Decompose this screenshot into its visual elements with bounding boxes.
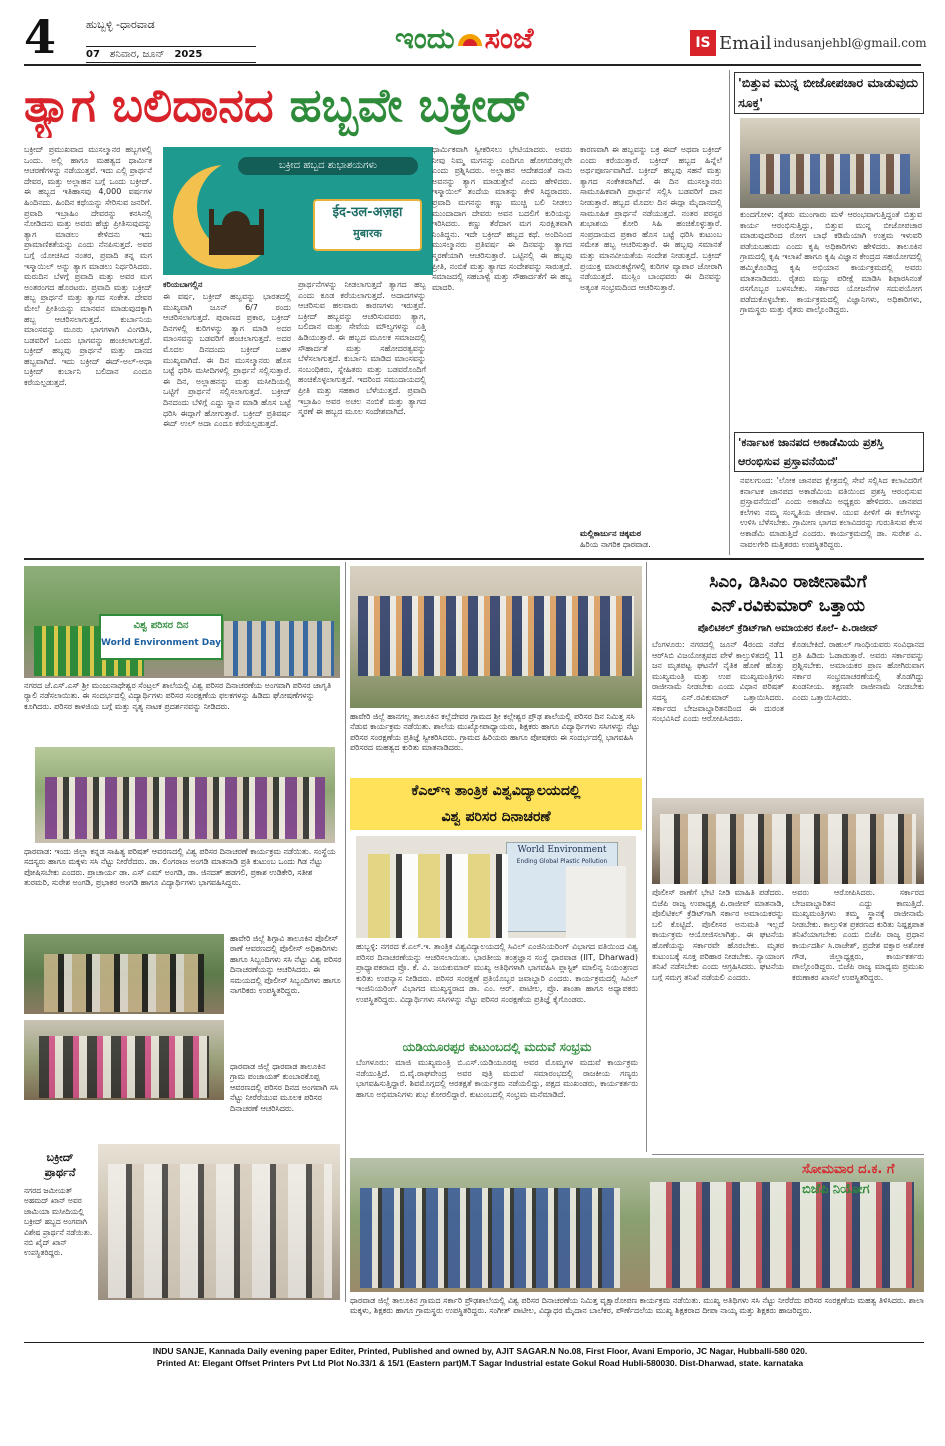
cm-meeting-photo [652,798,924,884]
newspaper-logo [395,22,534,54]
cm-headline-line1: ಸಿಎಂ, ಡಿಸಿಎಂ ರಾಜೀನಾಮೆಗೆ [709,572,867,592]
school-planting-photo [350,566,642,708]
side-text-1: ಕುಂದಗೋಳ: ರೈತರು ಮುಂಗಾರು ಮಳೆ ಆರಂಭವಾಗುತ್ತಿದ್ದಂತೆ ಬಿತ್ತುವ ಕಾರ್ಯ ಆರಂಭಿಸುತ್ತಿದ್ದು, ಬಿತ್ತುವ ಮುನ್ನ ಬೀಜೋಪಚಾರ ಮಾಡುವುದರಿಂದ ರೋಗ ಬಾಧೆ ಕಡಿಮೆಯಾಗಿ ಉತ್ತಮ ಇಳುವರಿ ಪಡೆಯಬಹುದು ಎಂದು ಕೃಷಿ ಅಧಿಕಾರಿಗಳು ಹೇಳಿದರು. ತಾಲೂಕಿನ ಗ್ರಾಮದಲ್ಲಿ ಕೃಷಿ ಇಲಾಖೆ ಹಾಗೂ ಕೃಷಿ ವಿಜ್ಞಾನ ಕೇಂದ್ರದ ಸಹಯೋಗದಲ್ಲಿ ಹಮ್ಮಿಕೊಂಡಿದ್ದ ಕೃಷಿ ಅಭಿಯಾನ ಕಾರ್ಯಕ್ರಮದಲ್ಲಿ ಅವರು ಮಾತನಾಡಿದರು. ರೈತರು ಮಣ್ಣು ಪರೀಕ್ಷೆ ಮಾಡಿಸಿ ಶಿಫಾರಸಿನಂತೆ ರಸಗೊಬ್ಬರ ಬಳಸಬೇಕು. ಸರ್ಕಾರದ ಯೋಜನೆಗಳ ಸದುಪಯೋಗ ಪಡೆದುಕೊಳ್ಳಬೇಕು. ಕಾರ್ಯಕ್ರಮದಲ್ಲಿ ವಿಜ್ಞಾನಿಗಳು, ಅಧಿಕಾರಿಗಳು, ಗ್ರಾಮಸ್ಥರು ಮತ್ತು ರೈತರು ಪಾಲ್ಗೊಂಡಿದ್ದರು. [740,210,922,315]
email-block [690,30,927,56]
lead-headline-green: ಹಬ್ಬವೇ ಬಕ್ರೀದ್ [289,78,531,132]
farmers-meeting-photo [740,118,920,208]
logo-right-text: ಸಂಜೆ [484,21,534,55]
imprint-line-2: Printed At: Elegant Offset Printers Pvt Ltd Plot No.33/1 & 15/1 (Eastern part)M.T Sagar Industrial estate Gokul Road Hubli-580030. Dist-Dharwad, state. karnataka [156,1358,804,1368]
lead-column-2-subhead: ಕರಿಯಬಾಗಲ್ಲಿನ [163,280,203,289]
greeting-top-text: ಬಕ್ರೀದ ಹಬ್ಬದ ಶುಭಾಶಯಗಳು [238,157,418,175]
banner-kannada: ವಿಶ್ವ ಪರಿಸರ ದಿನ [133,620,189,631]
bakrid-greeting-image [163,147,433,275]
lead-column-5: ಕಾರಣವಾಗಿ ಈ ಹಬ್ಬವನ್ನು ಬಕ್ರ ಈದ್ ಅಥವಾ ಬಕ್ರೀದ್ ಎಂದು ಕರೆಯುತ್ತಾರೆ. ಬಕ್ರೀದ್ ಹಬ್ಬದ ಹಿನ್ನೆಲೆ ಅರ್ಥಪೂರ್ಣವಾಗಿದೆ. ಬಕ್ರೀದ್ ಹಬ್ಬವು ಸಹನೆ ಮತ್ತು ತ್ಯಾಗದ ಸಂಕೇತವಾಗಿದೆ. ಈ ದಿನ ಮುಸಲ್ಮಾನರು ಸಾಮೂಹಿಕವಾಗಿ ಪ್ರಾರ್ಥನೆ ಸಲ್ಲಿಸಿ ಬಡವರಿಗೆ ದಾನ ನೀಡುತ್ತಾರೆ. ಹಬ್ಬದ ಮೊದಲ ದಿನ ಈದ್ಗಾ ಮೈದಾನದಲ್ಲಿ ಸಾಮೂಹಿಕ ಪ್ರಾರ್ಥನೆ ನಡೆಯುತ್ತದೆ. ನಂತರ ಪರಸ್ಪರ ಶುಭಾಶಯ ಕೋರಿ ಸಿಹಿ ಹಂಚಿಕೊಳ್ಳುತ್ತಾರೆ. ಸಂಪ್ರದಾಯದ ಪ್ರಕಾರ ಹೊಸ ಬಟ್ಟೆ ಧರಿಸಿ ಕುಟುಂಬ ಸಮೇತ ಹಬ್ಬ ಆಚರಿಸುತ್ತಾರೆ. ಈ ಹಬ್ಬವು ಸಮಾನತೆ ಮತ್ತು ಮಾನವೀಯತೆಯ ಸಂದೇಶ ನೀಡುತ್ತದೆ. ಬಕ್ರೀದ್ ಪ್ರಯುಕ್ತ ಮಾರುಕಟ್ಟೆಗಳಲ್ಲಿ ಕುರಿಗಳ ವ್ಯಾಪಾರ ಜೋರಾಗಿ ನಡೆಯುತ್ತದೆ. ಮುಸ್ಲಿಂ ಬಾಂಧವರು ಈ ದಿನವನ್ನು ಅತ್ಯಂತ ಸಂಭ್ರಮದಿಂದ ಆಚರಿಸುತ್ತಾರೆ. [580,145,722,292]
lead-column-4: ಧಾರ್ಮಿಕವಾಗಿ ಸ್ವೀಕರಿಸಲು ಭೇಟಿಯಾದರು. ಅವರು ನೀವು ನಿಮ್ಮ ಮಗನನ್ನು ಎಂದಿಗೂ ಹೋಗಬಿಡಲ್ಲವೇ ಎಂದು ಪ್ರಶ್ನಿಸಿದರು. ಅಲ್ಲಾಹನ ಆದೇಶದಂತೆ ನಾನು ಅವನನ್ನು ತ್ಯಾಗ ಮಾಡುತ್ತೇನೆ ಎಂದು ಹೇಳಿದರು. ಇಸ್ಮಾಯಿಲ್ ತಂದೆಯ ಮಾತನ್ನು ಕೇಳಿ ಸಿದ್ಧರಾದರು. ಪ್ರವಾದಿ ಮಗನನ್ನು ಕಣ್ಣು ಮುಚ್ಚಿ ಬಲಿ ನೀಡಲು ಮುಂದಾದಾಗ ದೇವರು ಅವನ ಬದಲಿಗೆ ಕುರಿಯನ್ನು ಇರಿಸಿದರು. ಕಣ್ಣು ತೆರೆದಾಗ ಮಗ ಸುರಕ್ಷಿತವಾಗಿ ನಿಂತಿದ್ದನು. ಇದೇ ಬಕ್ರೀದ್ ಹಬ್ಬದ ಕಥೆ. ಅಂದಿನಿಂದ ಮುಸಲ್ಮಾನರು ಪ್ರತಿವರ್ಷ ಈ ದಿನವನ್ನು ತ್ಯಾಗದ ಸ್ಮರಣೆಯಾಗಿ ಆಚರಿಸುತ್ತಾರೆ. ಒಟ್ಟಿನಲ್ಲಿ ಈ ಹಬ್ಬವು ಪ್ರೀತಿ, ನಂಬಿಕೆ ಮತ್ತು ತ್ಯಾಗದ ಸಂದೇಶವನ್ನು ಸಾರುತ್ತದೆ. ಸಮಾಜದಲ್ಲಿ ಸಹಬಾಳ್ವೆ ಮತ್ತು ಸೌಹಾರ್ದತೆಗೆ ಈ ಹಬ್ಬ ಮಾದರಿ. [432,145,572,292]
yeddy-text: ಬೆಂಗಳೂರು: ಮಾಜಿ ಮುಖ್ಯಮಂತ್ರಿ ಬಿ.ಎಸ್.ಯಡಿಯೂರಪ್ಪ ಅವರ ಮೊಮ್ಮಗಳ ಮದುವೆ ಕಾರ್ಯಕ್ರಮ ನಡೆಯುತ್ತಿದೆ. ಬಿ.ವೈ.ರಾಘವೇಂದ್ರ ಅವರ ಪುತ್ರಿ ಮದುವೆ ಸಮಾರಂಭದಲ್ಲಿ ರಾಜಕೀಯ ಗಣ್ಯರು ಭಾಗವಹಿಸುತ್ತಿದ್ದಾರೆ. ಶಿವಮೊಗ್ಗದಲ್ಲಿ ಆರತಕ್ಷತೆ ಕಾರ್ಯಕ್ರಮ ನಡೆಯಲಿದ್ದು, ಪಕ್ಷದ ಮುಖಂಡರು, ಕಾರ್ಯಕರ್ತರು ಹಾಗೂ ಅಭಿಮಾನಿಗಳು ಶುಭ ಕೋರಲಿದ್ದಾರೆ. ಕುಟುಂಬದಲ್ಲಿ ಸಂಭ್ರಮ ಮನೆಮಾಡಿದೆ. [356,1058,638,1099]
greeting-hindi-line2: मुबारक [353,227,382,240]
police-planting-photo [24,934,224,1014]
env2-caption: ಧಾರವಾಡ: ಇಂದು ಜಿಲ್ಲಾ ಕನ್ನಡ ಸಾಹಿತ್ಯ ಪರಿಷತ್ ಆವರಣದಲ್ಲಿ ವಿಶ್ವ ಪರಿಸರ ದಿನಾಚರಣೆ ಕಾರ್ಯಕ್ರಮ ನಡೆಯಿತು. ಸಂಸ್ಥೆಯ ಸದಸ್ಯರು ಹಾಗೂ ಮಕ್ಕಳು ಸಸಿ ನೆಟ್ಟು ನೀರೆರೆದರು. ಡಾ. ಲಿಂಗರಾಜ ಅಂಗಡಿ ಮಾತನಾಡಿ ಪ್ರತಿ ಕುಟುಂಬ ಒಂದು ಗಿಡ ನೆಟ್ಟು ಪೋಷಿಸಬೇಕು ಎಂದರು. ಪ್ರಾಚಾರ್ಯ ಡಾ. ಎಸ್ ಎಮ್ ಅಂಗಡಿ, ಡಾ. ಜಿನದತ್ ಹಡಗಲಿ, ಪ್ರಕಾಶ ಉಡಿಕೇರಿ, ಸತೀಶ ತುರಮರಿ, ಸುರೇಶ ಅಂಗಡಿ, ಪ್ರಭಾಕರ ಅಂಗಡಿ ಹಾಗೂ ವಿದ್ಯಾರ್ಥಿಗಳು ಭಾಗವಹಿಸಿದ್ದರು. [24,847,336,888]
environment-day-rally-photo [24,566,340,678]
email-label: Email [719,32,772,54]
date-day: 07 [86,49,100,60]
yeddy-headline: ಯಡಿಯೂರಪ್ಪರ ಕುಟುಂಬದಲ್ಲಿ ಮದುವೆ ಸಂಭ್ರಮ [402,1040,592,1054]
date-year: 2025 [174,49,203,60]
right-section-divider [652,1154,924,1155]
is-logo-icon: IS [690,30,716,56]
lead-column-2: ಈ ವರ್ಷ, ಬಕ್ರೀದ್ ಹಬ್ಬವನ್ನು ಭಾರತದಲ್ಲಿ ಮುಖ್ಯವಾಗಿ ಜೂನ್ 6/7 ರಂದು ಆಚರಿಸಲಾಗುತ್ತದೆ. ಪುರಾಣದ ಪ್ರಕಾರ, ಬಕ್ರೀದ್ ದಿನಗಳಲ್ಲಿ ಕುರಿಗಳನ್ನು ತ್ಯಾಗ ಮಾಡಿ ಅದರ ಮಾಂಸವನ್ನು ಬಡವರಿಗೆ ಹಂಚಲಾಗುತ್ತದೆ. ಅದರ ಮೊದಲ ದಿನದಂದು ಬಕ್ರೀದ್ ಬಹಳ ಮುಖ್ಯವಾಗಿದೆ. ಈ ದಿನ ಮುಸಲ್ಮಾನರು ಹೊಸ ಬಟ್ಟೆ ಧರಿಸಿ ಮಸೀದಿಗಳಲ್ಲಿ ಪ್ರಾರ್ಥನೆ ಸಲ್ಲಿಸುತ್ತಾರೆ. ಈ ದಿನ, ಅಲ್ಲಾಹನನ್ನು ಮತ್ತು ಮಸೀದಿಯಲ್ಲಿ ಒಟ್ಟಿಗೆ ಪ್ರಾರ್ಥನೆ ಸಲ್ಲಿಸಲಾಗುತ್ತದೆ. ಬಕ್ರೀದ್ ದಿನದಂದು ಬೆಳಿಗ್ಗೆ ಎದ್ದು ಸ್ನಾನ ಮಾಡಿ ಹೊಸ ಬಟ್ಟೆ ಧರಿಸಿ ಈದ್ಗಾಗೆ ಹೋಗುತ್ತಾರೆ. ಬಕ್ರೀದ್ ಪ್ರತಿವರ್ಷ ಈದ್ ಉಲ್ ಅದಾ ಎಂದೂ ಕರೆಯಲ್ಪಡುತ್ತದೆ. [163,292,291,429]
imprint-line-1: INDU SANJE, Kannada Daily evening paper Editer, Printed, Published and owned by, AJIT SAGAR.N No.08, First Floor, Avani Emporio, JC Nagar, Hubballi-580 020. [152,1346,808,1356]
side-headline-1: 'ಬಿತ್ತುವ ಮುನ್ನ ಬೀಜೋಪಚಾರ ಮಾಡುವುದು ಸೂಕ್ತ' [734,72,924,114]
footer-divider [24,1342,924,1343]
lead-column-1: ಬಕ್ರೀದ್ ಪ್ರಮುಖವಾದ ಮುಸಲ್ಮಾನರ ಹಬ್ಬಗಳಲ್ಲಿ ಒಂದು. ಅಲ್ಲಿ ಹಾಗೂ ಮಹತ್ವದ ಧಾರ್ಮಿಕ ಆಚರಣೆಗಳನ್ನು ನಡೆಯುತ್ತವೆ. ಇದು ಎಲ್ಲಿ ಪ್ರಾರ್ಥನೆ ದೇವರ, ಮತ್ತು ಅಲ್ಲಾಹನ ಬಗ್ಗೆ ಒಂದು ಬಕ್ರೀದ್. ಈ ಹಬ್ಬದ ಇತಿಹಾಸವು 4,000 ವರ್ಷಗಳ ಹಿಂದಿನದು. ಹಿಂದಿನ ಕಥೆಯನ್ನು ಸೇರಿಸುವ ಜನರಿಗೆ. ಪ್ರವಾದಿ ಇಬ್ರಾಹಿಂ ದೇವರನ್ನು ಕನಸಿನಲ್ಲಿ ನೋಡಿದನು ಮತ್ತು ಅವರು ಹೆಚ್ಚು ಪ್ರೀತಿಸುವುದನ್ನು ತ್ಯಾಗ ಮಾಡಲು ಕೇಳಿದನು ಇದು ಪ್ರಾಮಾಣಿಕತೆಯನ್ನು ಎಂದು ನೆನಪಿಸುತ್ತದೆ. ಅವರ ಬಗ್ಗೆ ಯೋಚಿಸಿದ ನಂತರ, ಪ್ರವಾದಿ ತನ್ನ ಮಗ ಇಸ್ಮಾಯಿಲ್ ಅನ್ನು ತ್ಯಾಗ ಮಾಡಲು ನಿರ್ಧರಿಸಿದರು. ಮರುದಿನ ಬೆಳಗ್ಗೆ ಪ್ರವಾದಿ ಮತ್ತು ಅವರ ಮಗ ಅಂತರಂಗದ ಹೊರಟರು. ಪ್ರವಾದಿ ಮತ್ತು ಬಕ್ರೀದ್ ಹಬ್ಬ ಪ್ರಾರ್ಥನೆ ಮತ್ತು ತ್ಯಾಗದ ಸಂಕೇತ. ದೇವರ ಮೇಲೆ ಪ್ರೀತಿಯನ್ನು ಮಾನವನ ಮಾಡುವುದಕ್ಕಾಗಿ ಹಬ್ಬ ಆಚರಿಸಲಾಗುತ್ತದೆ. ಕುರ್ಬಾನಿಯ ಮಾಂಸವನ್ನು ಮೂರು ಭಾಗಗಳಾಗಿ ವಿಂಗಡಿಸಿ, ಬಡವರಿಗೆ ಒಂದು ಭಾಗವನ್ನು ಹಂಚಲಾಗುತ್ತದೆ. ಬಕ್ರೀದ್ ಹಬ್ಬವು ಪ್ರಾರ್ಥನೆ ಮತ್ತು ದಾನದ ಹಬ್ಬವಾಗಿದೆ. ಇದು ಬಕ್ರೀದ್ ಈದ್-ಅಲ್-ಅಧಾ ಬಕ್ರೀದ್ ಕುರ್ಬಾನಿ ಬಲಿದಾನ ಎಂದೂ ಕರೆಯಲ್ಪಡುತ್ತದೆ. [24,145,152,388]
env5-caption: ಹಾವೇರಿ ಜಿಲ್ಲೆ ಹಾನಗಲ್ಲ ತಾಲೂಕಿನ ಕಲ್ಲೆದೇವರ ಗ್ರಾಮದ ಶ್ರೀ ಕಲ್ಲೇಶ್ವರ ಪ್ರೌಢ ಶಾಲೆಯಲ್ಲಿ ಪರಿಸರ ದಿನ ನಿಮಿತ್ತ ಸಸಿ ನೆಡುವ ಕಾರ್ಯಕ್ರಮ ನಡೆಯಿತು. ಶಾಲೆಯ ಮುಖ್ಯೋಪಾಧ್ಯಾಯರು, ಶಿಕ್ಷಕರು ಹಾಗೂ ವಿದ್ಯಾರ್ಥಿಗಳು ಸಸಿಗಳನ್ನು ನೆಟ್ಟು ಪರಿಸರ ಸಂರಕ್ಷಣೆಯ ಪ್ರತಿಜ್ಞೆ ಸ್ವೀಕರಿಸಿದರು. ಗ್ರಾಮದ ಹಿರಿಯರು ಹಾಗೂ ಪೋಷಕರು ಈ ಸಂದರ್ಭದಲ್ಲಿ ಭಾಗವಹಿಸಿ ಪರಿಸರದ ಮಹತ್ವದ ಕುರಿತು ಮಾತನಾಡಿದರು. [350,712,640,753]
cm-text-1: ಬೆಂಗಳೂರು: ನಗರದಲ್ಲಿ ಜೂನ್ 4ರಂದು ನಡೆದ ಆರ್‌ಸಿಬಿ ವಿಜಯೋತ್ಸವದ ವೇಳೆ ಕಾಲ್ತುಳಿತದಲ್ಲಿ 11 ಜನ ಮೃತಪಟ್ಟ ಘಟನೆಗೆ ನೈತಿಕ ಹೊಣೆ ಹೊತ್ತು ಮುಖ್ಯಮಂತ್ರಿ ಮತ್ತು ಉಪ ಮುಖ್ಯಮಂತ್ರಿಗಳು ರಾಜೀನಾಮೆ ನೀಡಬೇಕು ಎಂದು ವಿಧಾನ ಪರಿಷತ್ ಸದಸ್ಯ ಎನ್.ರವಿಕುಮಾರ್ ಒತ್ತಾಯಿಸಿದರು. ಸರ್ಕಾರದ ಬೇಜವಾಬ್ದಾರಿತನದಿಂದ ಈ ದುರಂತ ಸಂಭವಿಸಿದೆ ಎಂದು ಆರೋಪಿಸಿದರು. [652,640,784,724]
column-divider [729,70,730,555]
imprint [80,1345,880,1369]
lead-headline-red: ತ್ಯಾಗ ಬಲಿದಾನದ [24,78,274,132]
date-line [86,46,256,63]
lead-headline [24,74,724,138]
somavara-headline-line2: ಬಿಜೆಪಿ ನಿಯೋಗ [802,1182,870,1197]
env6-caption: ಧಾರವಾಡ ಜಿಲ್ಲೆ ತಾಲೂಕಿನ ಗ್ರಾಮದ ಸರ್ಕಾರಿ ಪ್ರೌಢಶಾಲೆಯಲ್ಲಿ ವಿಶ್ವ ಪರಿಸರ ದಿನಾಚರಣೆಯ ನಿಮಿತ್ತ ವೃಕ್ಷಾರೋಪಣ ಕಾರ್ಯಕ್ರಮ ನಡೆಯಿತು. ಮುಖ್ಯ ಅತಿಥಿಗಳು ಸಸಿ ನೆಟ್ಟು ನೀರೆರೆದು ಪರಿಸರ ಸಂರಕ್ಷಣೆಯ ಮಹತ್ವ ತಿಳಿಸಿದರು. ಶಾಲಾ ಮಕ್ಕಳು, ಶಿಕ್ಷಕರು ಹಾಗೂ ಗ್ರಾಮಸ್ಥರು ಉಪಸ್ಥಿತರಿದ್ದರು. ಸಂಗೀತ್ ಪಾಟೀಲ, ವಿದ್ಯಾಧರ ಮೈದಾನ ಬಾಲೆಕರ, ಪೌರ್ಣೆದಲೆಯ ಮುಖ್ಯ ಶಿಕ್ಷಕರಾದ ದೀಪಾ ನಾಯ್ಕ ಮತ್ತು ಶಿಕ್ಷಕರು ಹಾಜರಿದ್ದರು. [350,1296,924,1316]
lead-column-3: ಪ್ರಾರ್ಥನೆಗಳನ್ನು ನೀಡಲಾಗುತ್ತದೆ ತ್ಯಾಗದ ಹಬ್ಬ ಎಂದು ಕೂಡ ಕರೆಯಲಾಗುತ್ತದೆ. ಅದಾದಗಳನ್ನು ಆಚರಿಸುವ ಹಲವಾರು ಕಾರಣಗಳು ಇರುತ್ತವೆ. ಬಕ್ರೀದ್ ಹಬ್ಬವನ್ನು ಆಚರಿಸುವವರು ತ್ಯಾಗ, ಬಲಿದಾನ ಮತ್ತು ಸೇವೆಯ ಮೌಲ್ಯಗಳನ್ನು ಎತ್ತಿ ಹಿಡಿಯುತ್ತಾರೆ. ಈ ಹಬ್ಬದ ಮೂಲಕ ಸಮಾಜದಲ್ಲಿ ಸೌಹಾರ್ದತೆ ಮತ್ತು ಸಹೋದರತ್ವವನ್ನು ಬೆಳೆಸಲಾಗುತ್ತದೆ. ಕುರ್ಬಾನಿ ಮಾಡಿದ ಮಾಂಸವನ್ನು ಸಂಬಂಧಿಕರು, ಸ್ನೇಹಿತರು ಮತ್ತು ಬಡವರೊಂದಿಗೆ ಹಂಚಿಕೊಳ್ಳಲಾಗುತ್ತದೆ. ಇದರಿಂದ ಸಮುದಾಯದಲ್ಲಿ ಪ್ರೀತಿ ಮತ್ತು ಸಹಕಾರ ಬೆಳೆಯುತ್ತದೆ. ಪ್ರವಾದಿ ಇಬ್ರಾಹಿಂ ಅವರ ಅಚಲ ನಂಬಿಕೆ ಮತ್ತು ತ್ಯಾಗದ ಸ್ಮರಣೆ ಈ ಹಬ್ಬದ ಮೂಲ ಸಂದೇಶವಾಗಿದೆ. [298,280,426,417]
cm-text-2: ಕೊಡಬೇಕಿದೆ. ರಾಹುಲ್ ಗಾಂಧಿಯವರು ಸಂವಿಧಾನದ ಪ್ರತಿ ಹಿಡಿದು ಓಡಾಡುತ್ತಾರೆ. ಅವರು ಸರ್ಕಾರವನ್ನು ಪ್ರಶ್ನಿಸಬೇಕು. ಅಮಾಯಕರ ಪ್ರಾಣ ಹೋಗಿರುವಾಗ ಸರ್ಕಾರ ಸಂಭ್ರಮಾಚರಣೆಯಲ್ಲಿ ತೊಡಗಿದ್ದು ಖಂಡನೀಯ. ತಕ್ಷಣವೇ ರಾಜೀನಾಮೆ ನೀಡಬೇಕು ಎಂದು ಒತ್ತಾಯಿಸಿದರು. [792,640,924,702]
cm-headline [652,570,924,618]
lead-byline [580,528,722,550]
byline-name: ಮಲ್ಲಿಕಾರ್ಜುನ ಚಿಕ್ಕಮಠ [580,529,641,538]
side-headline-2: 'ಕರ್ನಾಟಕ ಜಾನಪದ ಅಕಾಡೆಮಿಯ ಪ್ರಶಸ್ತಿ ಆರಂಭಿಸುವ ಪ್ರಸ್ತಾವನೆಯಿದೆ' [734,432,924,472]
kle-headline [350,778,642,830]
env4-caption: ಧಾರವಾಡ ಜಿಲ್ಲೆ ಧಾರವಾಡ ತಾಲೂಕಿನ ಗ್ರಾಮ ಪಂಚಾಯತ್ ಕುಂಬಾರಕೊಪ್ಪ ಆವರಣದಲ್ಲಿ ಪರಿಸರ ದಿನದ ಅಂಗವಾಗಿ ಸಸಿ ನೆಟ್ಟು ನೀರೆರೆಯುವ ಮೂಲಕ ಪರಿಸರ ದಿನಾಚರಣೆ ಆಚರಿಸಿದರು. [230,1062,339,1113]
slide-title: World Environment [517,845,607,855]
environment-day-banner [99,614,223,660]
bakrid-prayer-photo [98,1144,340,1300]
bakrid-prayer-title [30,1150,90,1180]
sun-logo-icon [456,28,484,48]
somavara-headline [802,1160,924,1200]
date-text: ಶನಿವಾರ, ಜೂನ್ [109,49,165,60]
bakrid-prayer-caption: ನಗರದ ಜಮೀಯತ್ ಅಹಮದ್ ಖಾನ್ ಅವರ ಜಾಮಿಯಾ ಮಸೀದಿಯಲ್ಲಿ ಬಕ್ರೀದ್ ಹಬ್ಬದ ಅಂಗವಾಗಿ ವಿಶೇಷ ಪ್ರಾರ್ಥನೆ ನಡೆಯಿತು. ನಬಿ ಖೈದ್ ಖಾನ್ ಉಪಸ್ಥಿತರಿದ್ದರು. [24,1186,93,1258]
greeting-hindi-box [313,199,422,251]
banner-english: World Environment Day [101,638,221,648]
cm-subhead: ಪೊಲಿಟಿಕಲ್ ಕ್ರೆಡಿಟ್‌ಗಾಗಿ ಅಮಾಯಕರ ಕೊಲೆ– ಪಿ.ರಾಜೀವ್ [697,623,879,634]
logo-left-text: ಇಂದು [395,21,455,55]
masthead [0,0,945,76]
section-divider [24,558,924,560]
kasapa-environment-photo [35,747,335,843]
prayer-title-line1: ಬಕ್ರೀದ್ [46,1151,74,1164]
masthead-divider [24,64,921,66]
cm-headline-line2: ಎನ್.ರವಿಕುಮಾರ್ ಒತ್ತಾಯ [710,596,866,616]
kle-headline-line1: ಕೆಎಲ್‌ಇ ತಾಂತ್ರಿಕ ವಿಶ್ವವಿದ್ಯಾಲಯದಲ್ಲಿ [411,783,581,799]
prayer-title-line2: ಪ್ರಾರ್ಥನೆ [44,1166,76,1179]
env3-caption: ಹಾವೇರಿ ಜಿಲ್ಲೆ ಶಿಗ್ಗಾವಿ ತಾಲೂಕಿನ ಪೊಲೀಸ್ ಠಾಣೆ ಆವರಣದಲ್ಲಿ ಪೊಲೀಸ್ ಅಧಿಕಾರಿಗಳು ಹಾಗೂ ಸಿಬ್ಬಂದಿಗಳು ಸಸಿ ನೆಟ್ಟು ವಿಶ್ವ ಪರಿಸರ ದಿನಾಚರಣೆಯನ್ನು ಆಚರಿಸಿದರು. ಈ ಸಮಯದಲ್ಲಿ ಪೊಲೀಸ್ ಸಿಬ್ಬಂದಿಗಳು ಹಾಗೂ ನಾಗರಿಕರು ಉಪಸ್ಥಿತರಿದ್ದರು. [230,934,342,996]
slide-subtitle: Ending Global Plastic Pollution [516,858,608,865]
kle-text: ಹುಬ್ಬಳ್ಳಿ: ನಗರದ ಕೆ.ಎಲ್.ಇ. ತಾಂತ್ರಿಕ ವಿಶ್ವವಿದ್ಯಾಲಯದಲ್ಲಿ ಸಿವಿಲ್ ಎಂಜಿನಿಯರಿಂಗ್ ವಿಭಾಗದ ವತಿಯಿಂದ ವಿಶ್ವ ಪರಿಸರ ದಿನಾಚರಣೆಯನ್ನು ಆಚರಿಸಲಾಯಿತು. ಭಾರತೀಯ ತಂತ್ರಜ್ಞಾನ ಸಂಸ್ಥೆ ಧಾರವಾಡ (IIT, Dharwad) ಪ್ರಾಧ್ಯಾಪಕರಾದ ಪ್ರೊ. ಕೆ. ವಿ. ಜಯಕುಮಾರ್ ಮುಖ್ಯ ಅತಿಥಿಗಳಾಗಿ ಭಾಗವಹಿಸಿ ಪ್ಲಾಸ್ಟಿಕ್ ಮಾಲಿನ್ಯ ನಿಯಂತ್ರಣದ ಕುರಿತು ಉಪನ್ಯಾಸ ನೀಡಿದರು. ಪರಿಸರ ಸಂರಕ್ಷಣೆ ಪ್ರತಿಯೊಬ್ಬರ ಜವಾಬ್ದಾರಿ ಎಂದರು. ಕಾರ್ಯಕ್ರಮದಲ್ಲಿ ಸಿವಿಲ್ ಇಂಜಿನಿಯರಿಂಗ್ ವಿಭಾಗದ ಮುಖ್ಯಸ್ಥರಾದ ಡಾ. ಎಂ. ಆರ್. ಪಾಟೀಲ, ಪ್ರೊ. ಶಾಂತಾ ಹಾಗೂ ಅಧ್ಯಾಪಕರು ಉಪಸ್ಥಿತರಿದ್ದರು. ವಿದ್ಯಾರ್ಥಿಗಳು ಸಸಿಗಳನ್ನು ನೆಟ್ಟು ಪರಿಸರ ಸಂರಕ್ಷಣೆಯ ಪ್ರತಿಜ್ಞೆ ಕೈಗೊಂಡರು. [356,942,638,1004]
greeting-hindi-line1: ईद-उल-अज़हा [332,205,403,220]
page-number: 4 [24,10,57,64]
gram-panchayat-planting-photo [24,1020,224,1100]
cm-text-3: ಪೊಲೀಸ್ ಠಾಣೆಗೆ ಭೇಟಿ ನೀಡಿ ಮಾಹಿತಿ ಪಡೆದರು. ಬಿಜೆಪಿ ರಾಜ್ಯ ಉಪಾಧ್ಯಕ್ಷ ಪಿ.ರಾಜೀವ್ ಮಾತನಾಡಿ, ಪೊಲಿಟಿಕಲ್ ಕ್ರೆಡಿಟ್‌ಗಾಗಿ ಸರ್ಕಾರ ಅಮಾಯಕರನ್ನು ಬಲಿ ಕೊಟ್ಟಿದೆ. ಪೊಲೀಸರ ಅನುಮತಿ ಇಲ್ಲದೆ ಕಾರ್ಯಕ್ರಮ ಆಯೋಜಿಸಲಾಗಿತ್ತು. ಈ ಘಟನೆಯ ಹೊಣೆಯನ್ನು ಸರ್ಕಾರವೇ ಹೊರಬೇಕು. ಮೃತರ ಕುಟುಂಬಕ್ಕೆ ಸೂಕ್ತ ಪರಿಹಾರ ನೀಡಬೇಕು. ನ್ಯಾಯಾಂಗ ತನಿಖೆ ನಡೆಸಬೇಕು ಎಂದು ಆಗ್ರಹಿಸಿದರು. ಘಟನೆಯ ಬಗ್ಗೆ ಸಮಗ್ರ ತನಿಖೆ ನಡೆಯಲಿ ಎಂದರು. [652,888,784,982]
somavara-headline-line1: ಸೋಮವಾರ ದ.ಕ. ಗೆ [802,1162,895,1177]
side-text-2: ನವಲಗುಂದ: 'ಲೋಕ ಜಾನಪದ ಕ್ಷೇತ್ರದಲ್ಲಿ ಸೇವೆ ಸಲ್ಲಿಸಿದ ಕಲಾವಿದರಿಗೆ ಕರ್ನಾಟಕ ಜಾನಪದ ಅಕಾಡೆಮಿಯ ವತಿಯಿಂದ ಪ್ರಶಸ್ತಿ ಆರಂಭಿಸುವ ಪ್ರಸ್ತಾವನೆಯಿದೆ' ಎಂದು ಅಕಾಡೆಮಿ ಅಧ್ಯಕ್ಷರು ಹೇಳಿದರು. ಜಾನಪದ ಕಲೆಗಳು ನಮ್ಮ ಸಂಸ್ಕೃತಿಯ ಜೀವಾಳ. ಯುವ ಪೀಳಿಗೆ ಈ ಕಲೆಗಳನ್ನು ಉಳಿಸಿ ಬೆಳೆಸಬೇಕು. ಗ್ರಾಮೀಣ ಭಾಗದ ಕಲಾವಿದರನ್ನು ಗುರುತಿಸುವ ಕೆಲಸ ಅಕಾಡೆಮಿ ಮಾಡುತ್ತಿದೆ ಎಂದರು. ಕಾರ್ಯಕ್ರಮದಲ್ಲಿ ಡಾ. ಸುರೇಶ ಎ. ನಾವಲಗೇರಿ ಮತ್ತಿತರರು ಉಪಸ್ಥಿತರಿದ್ದರು. [740,476,922,549]
city-name: ಹುಬ್ಬಳ್ಳಿ -ಧಾರವಾಡ [86,18,155,31]
byline-place: ಹಿರಿಯ ನಾಗರಿಕ ಧಾರವಾಡ. [580,540,651,549]
kle-event-photo [356,836,636,938]
email-address: indusanjehbl@gmail.com [773,36,927,50]
env1-caption: ನಗರದ ಜೆ.ಎಸ್.ಎಸ್ ಶ್ರೀ ಮಂಜುನಾಥೇಶ್ವರ ಸೆಂಟ್ರಲ್ ಶಾಲೆಯಲ್ಲಿ ವಿಶ್ವ ಪರಿಸರ ದಿನಾಚರಣೆಯ ಅಂಗವಾಗಿ ಪರಿಸರ ಜಾಗೃತಿ ರ‍್ಯಾಲಿ ನಡೆಸಲಾಯಿತು. ಈ ಸಂದರ್ಭದಲ್ಲಿ ವಿದ್ಯಾರ್ಥಿಗಳು ಪರಿಸರ ಸಂರಕ್ಷಣೆಯ ಫಲಕಗಳನ್ನು ಹಿಡಿದು ಘೋಷಣೆಗಳನ್ನು ಕೂಗಿದರು. ಪರಿಸರ ಕಾಳಜಿಯ ಬಗ್ಗೆ ಮತ್ತು ನೃತ್ಯ ನಾಟಕ ಪ್ರದರ್ಶನವನ್ನು ನೀಡಿದರು. [24,681,332,711]
cm-text-4: ಅವರು ಆರೋಪಿಸಿದರು. ಸರ್ಕಾರದ ಬೇಜವಾಬ್ದಾರಿತನ ಎದ್ದು ಕಾಣುತ್ತಿದೆ. ಮುಖ್ಯಮಂತ್ರಿಗಳು ತಮ್ಮ ಸ್ಥಾನಕ್ಕೆ ರಾಜೀನಾಮೆ ನೀಡಬೇಕು. ಕಾಲ್ತುಳಿತ ಪ್ರಕರಣದ ಕುರಿತು ನಿಷ್ಪಕ್ಷಪಾತ ತನಿಖೆಯಾಗಬೇಕು ಎಂದು ಬಿಜೆಪಿ ರಾಜ್ಯ ಪ್ರಧಾನ ಕಾರ್ಯದರ್ಶಿ ಸಿ.ರಾಜೇಶ್, ಪ್ರದೇಶ ವಕ್ತಾರ ಅಶೋಕ ಗೌಡ, ಜಿಲ್ಲಾಧ್ಯಕ್ಷರು, ಕಾರ್ಯಕರ್ತರು ಪಾಲ್ಗೊಂಡಿದ್ದರು. ಬಿಜೆಪಿ ರಾಜ್ಯ ಮಾಧ್ಯಮ ಪ್ರಮುಖ ಕರುಣಾಕರ ಖಾಸಲೆ ಉಪಸ್ಥಿತರಿದ್ದರು. [792,888,924,982]
middle-column-divider [646,562,647,1152]
left-column-divider [345,562,346,1302]
kle-headline-line2: ವಿಶ್ವ ಪರಿಸರ ದಿನಾಚರಣೆ [441,809,551,825]
